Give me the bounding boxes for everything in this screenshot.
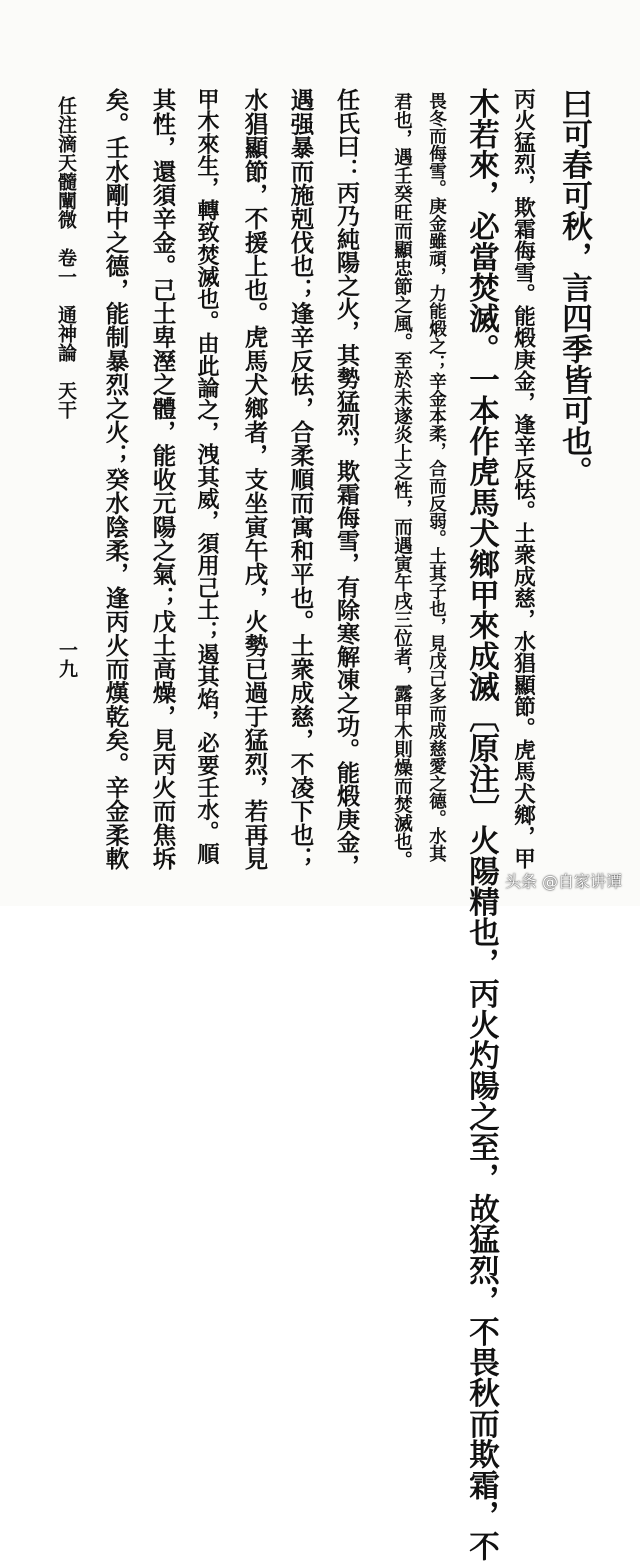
text-column-3: 木若來，必當焚滅。一本作虎馬犬鄉甲來成滅〔原注〕火陽精也，丙火灼陽之至，故猛烈，不畏秋而欺霜，不 [463,88,500,1562]
text-column-7: 遇强暴而施剋伐也；逢辛反怯，合柔順而寓和平也。土衆成慈，不凌下也； [286,88,315,871]
text-column-8: 水猖顯節，不援上也。虎馬犬鄉者，支坐寅午戌，火勢已過于猛烈，若再見 [240,88,269,871]
text-column-1: 曰可春可秋，言四季皆可也。 [556,88,593,488]
text-column-3-wrapper [463,88,500,1562]
watermark: 头条 @自家讲谭 [504,872,622,891]
text-column-2: 丙火猛烈，欺霜侮雪。能煅庚金，逢辛反怯。土衆成慈，水猖顯節。虎馬犬鄉，甲 [510,88,536,870]
page-number: 一九 [56,640,78,678]
text-column-9: 甲木來生，轉致焚滅也。由此論之，洩其威，須用己土；遏其焰，必要壬水。順 [194,88,220,865]
running-head: 任注滴天髓闡微 卷一 通神論 天干 [55,96,77,419]
text-column-11: 矣。壬水剛中之德，能制暴烈之火；癸水陰柔，逢丙火而熯乾矣。辛金柔軟 [101,88,130,871]
annotation-column-2: 君也，遇壬癸旺而顯忠節之風。至於未遂炎上之性，而遇寅午戌三位者，露甲木則燥而焚滅也。 [391,92,413,869]
annotation-column-1: 畏冬而侮雪。庚金雖頑，力能煅之；辛金本柔，合而反弱。土其子也，見戊己多而成慈愛之德。水其 [426,92,447,862]
text-column-10: 其性，還須辛金。己土卑溼之體，能收元陽之氣；戊土高燥，見丙火而焦坼 [148,88,177,871]
text-column-6: 任氏曰：丙乃純陽之火，其勢猛烈，欺霜侮雪，有除寒解凍之功。能煅庚金， [333,88,360,877]
